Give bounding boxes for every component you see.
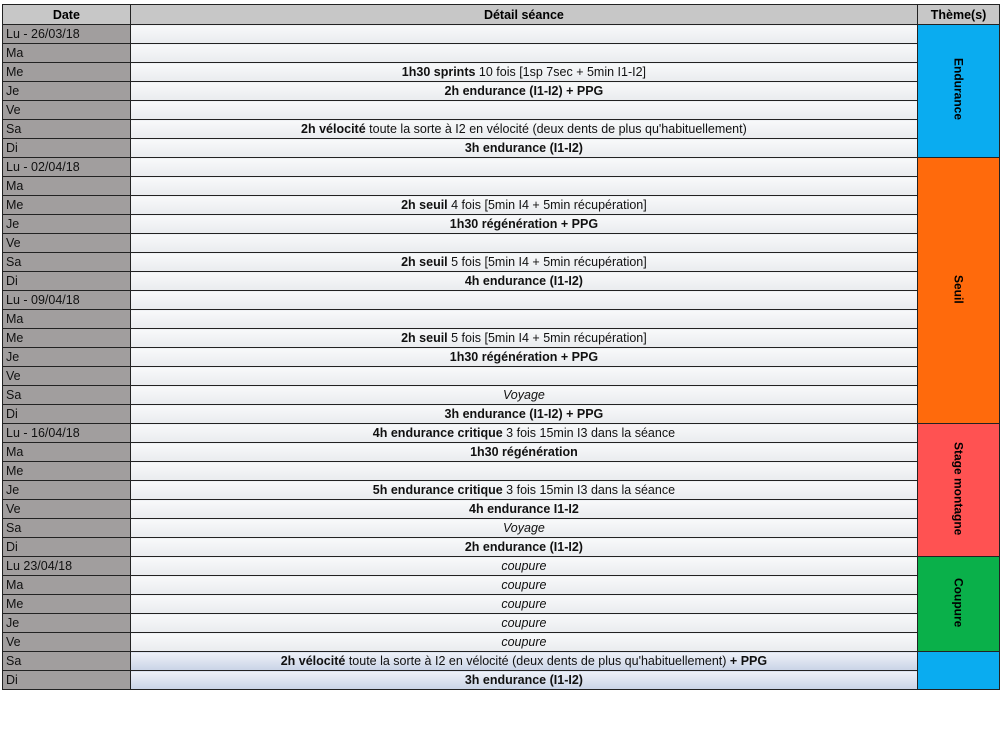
detail-cell[interactable]	[130, 101, 917, 120]
detail-text: coupure	[501, 616, 547, 630]
detail-text: 10 fois [1sp 7sec + 5min I1-I2]	[475, 65, 647, 79]
detail-cell[interactable]	[130, 234, 917, 253]
date-cell[interactable]: Di	[3, 538, 131, 557]
table-row	[3, 139, 1000, 158]
date-cell[interactable]: Ve	[3, 101, 131, 120]
detail-text: 4 fois [5min I4 + 5min récupération]	[447, 198, 647, 212]
detail-cell[interactable]	[130, 519, 917, 538]
detail-text: coupure	[501, 578, 547, 592]
date-cell[interactable]: Ma	[3, 310, 131, 329]
date-cell[interactable]: Di	[3, 671, 131, 690]
detail-cell[interactable]	[130, 481, 917, 500]
detail-cell[interactable]	[130, 44, 917, 63]
detail-cell[interactable]	[130, 196, 917, 215]
detail-cell[interactable]	[130, 595, 917, 614]
date-cell[interactable]: Me	[3, 63, 131, 82]
date-cell[interactable]: Sa	[3, 120, 131, 139]
detail-cell[interactable]	[130, 291, 917, 310]
detail-cell[interactable]	[130, 462, 917, 481]
date-cell[interactable]: Ve	[3, 234, 131, 253]
date-cell[interactable]: Je	[3, 481, 131, 500]
theme-label: Stage montagne	[951, 441, 966, 536]
table-row	[3, 25, 1000, 44]
detail-text: 2h seuil	[401, 331, 448, 345]
detail-cell[interactable]	[130, 310, 917, 329]
table-row	[3, 44, 1000, 63]
detail-cell[interactable]	[130, 348, 917, 367]
table-row	[3, 405, 1000, 424]
date-cell[interactable]: Me	[3, 196, 131, 215]
detail-text: coupure	[501, 559, 547, 573]
detail-text: Voyage	[502, 521, 545, 535]
detail-text: 4h endurance I1-I2	[469, 502, 579, 516]
detail-text: 2h seuil	[401, 255, 448, 269]
theme-label: Seuil	[951, 274, 966, 304]
detail-text: 2h vélocité	[280, 654, 346, 668]
date-cell[interactable]: Sa	[3, 253, 131, 272]
detail-cell[interactable]	[130, 272, 917, 291]
detail-cell[interactable]	[130, 405, 917, 424]
table-row	[3, 652, 1000, 671]
date-cell[interactable]: Di	[3, 139, 131, 158]
table-row	[3, 595, 1000, 614]
table-row	[3, 158, 1000, 177]
date-cell[interactable]: Me	[3, 329, 131, 348]
detail-cell[interactable]	[130, 329, 917, 348]
header-detail: Détail séance	[130, 5, 917, 25]
detail-text: 3 fois 15min I3 dans la séance	[502, 483, 676, 497]
theme-cell[interactable]	[918, 158, 1000, 424]
detail-text: 1h30 sprints	[401, 65, 476, 79]
detail-cell[interactable]	[130, 177, 917, 196]
table-row	[3, 462, 1000, 481]
date-cell[interactable]: Lu - 26/03/18	[3, 25, 131, 44]
theme-cell[interactable]	[918, 557, 1000, 652]
detail-cell[interactable]	[130, 633, 917, 652]
table-row	[3, 348, 1000, 367]
table-row	[3, 253, 1000, 272]
detail-cell[interactable]	[130, 424, 917, 443]
detail-text: coupure	[501, 635, 547, 649]
table-row	[3, 63, 1000, 82]
table-row	[3, 576, 1000, 595]
table-row	[3, 101, 1000, 120]
detail-text: coupure	[501, 597, 547, 611]
date-cell[interactable]: Ve	[3, 500, 131, 519]
detail-text: 1h30 régénération	[470, 445, 578, 459]
date-cell[interactable]: Ma	[3, 177, 131, 196]
detail-text: 3 fois 15min I3 dans la séance	[502, 426, 676, 440]
table-row	[3, 633, 1000, 652]
detail-text: 3h endurance (I1-I2) + PPG	[444, 407, 604, 421]
table-row	[3, 424, 1000, 443]
detail-cell[interactable]	[130, 25, 917, 44]
detail-text: 2h endurance (I1-I2)	[464, 540, 583, 554]
date-cell[interactable]: Lu - 09/04/18	[3, 291, 131, 310]
table-row	[3, 177, 1000, 196]
header-theme: Thème(s)	[918, 5, 1000, 25]
detail-text: 5 fois [5min I4 + 5min récupération]	[447, 331, 647, 345]
date-cell[interactable]: Je	[3, 82, 131, 101]
detail-text: toute la sorte à I2 en vélocité (deux dents de plus qu'habituellement)	[365, 122, 747, 136]
header-date: Date	[3, 5, 131, 25]
date-cell[interactable]: Ve	[3, 633, 131, 652]
detail-cell[interactable]	[130, 158, 917, 177]
detail-text: 5h endurance critique	[372, 483, 503, 497]
detail-cell[interactable]	[130, 652, 917, 671]
table-row	[3, 82, 1000, 101]
detail-cell[interactable]	[130, 538, 917, 557]
table-row	[3, 500, 1000, 519]
detail-text: 3h endurance (I1-I2)	[464, 141, 583, 155]
detail-text: 1h30 régénération + PPG	[449, 350, 599, 364]
detail-cell[interactable]	[130, 500, 917, 519]
detail-text: 2h seuil	[401, 198, 448, 212]
detail-text: + PPG	[729, 654, 768, 668]
date-cell[interactable]: Lu - 02/04/18	[3, 158, 131, 177]
theme-cell[interactable]	[918, 652, 1000, 690]
table-row	[3, 557, 1000, 576]
date-cell[interactable]: Je	[3, 614, 131, 633]
detail-cell[interactable]	[130, 367, 917, 386]
table-row	[3, 272, 1000, 291]
table-row	[3, 291, 1000, 310]
theme-cell[interactable]	[918, 25, 1000, 158]
detail-cell[interactable]	[130, 443, 917, 462]
date-cell[interactable]: Sa	[3, 519, 131, 538]
detail-cell[interactable]	[130, 671, 917, 690]
detail-cell[interactable]	[130, 576, 917, 595]
detail-text: 2h vélocité	[301, 122, 366, 136]
detail-text: 2h endurance (I1-I2) + PPG	[444, 84, 604, 98]
detail-cell[interactable]	[130, 63, 917, 82]
detail-text: toute la sorte à I2 en vélocité (deux dents de plus qu'habituellement)	[345, 654, 730, 668]
detail-text: 3h endurance (I1-I2)	[464, 673, 583, 687]
date-cell[interactable]: Di	[3, 272, 131, 291]
date-cell[interactable]: Lu 23/04/18	[3, 557, 131, 576]
detail-cell[interactable]	[130, 614, 917, 633]
date-cell[interactable]: Me	[3, 595, 131, 614]
detail-cell[interactable]	[130, 253, 917, 272]
table-row	[3, 234, 1000, 253]
training-rows	[3, 25, 1000, 690]
table-row	[3, 519, 1000, 538]
table-row	[3, 215, 1000, 234]
table-row	[3, 443, 1000, 462]
training-plan-table	[2, 4, 1000, 690]
date-cell[interactable]: Ve	[3, 367, 131, 386]
date-cell[interactable]: Sa	[3, 386, 131, 405]
table-row	[3, 386, 1000, 405]
detail-text: 4h endurance (I1-I2)	[464, 274, 583, 288]
detail-cell[interactable]	[130, 557, 917, 576]
date-cell[interactable]: Sa	[3, 652, 131, 671]
table-row	[3, 310, 1000, 329]
table-row	[3, 367, 1000, 386]
detail-text: Voyage	[502, 388, 545, 402]
detail-cell[interactable]	[130, 82, 917, 101]
table-row	[3, 614, 1000, 633]
table-row	[3, 538, 1000, 557]
detail-text: 5 fois [5min I4 + 5min récupération]	[447, 255, 647, 269]
table-row	[3, 120, 1000, 139]
detail-cell[interactable]	[130, 386, 917, 405]
date-cell[interactable]: Ma	[3, 576, 131, 595]
theme-cell[interactable]	[918, 424, 1000, 557]
date-cell[interactable]: Lu - 16/04/18	[3, 424, 131, 443]
table-row	[3, 196, 1000, 215]
theme-label: Coupure	[951, 577, 966, 628]
table-row	[3, 329, 1000, 348]
detail-text: 4h endurance critique	[372, 426, 503, 440]
table-row	[3, 671, 1000, 690]
theme-label: Endurance	[951, 58, 966, 121]
date-cell[interactable]: Di	[3, 405, 131, 424]
date-cell[interactable]: Me	[3, 462, 131, 481]
date-cell[interactable]: Ma	[3, 44, 131, 63]
date-cell[interactable]: Ma	[3, 443, 131, 462]
date-cell[interactable]: Je	[3, 215, 131, 234]
header-row	[3, 5, 1000, 25]
table-row	[3, 481, 1000, 500]
detail-cell[interactable]	[130, 120, 917, 139]
detail-cell[interactable]	[130, 215, 917, 234]
date-cell[interactable]: Je	[3, 348, 131, 367]
detail-text: 1h30 régénération + PPG	[449, 217, 599, 231]
detail-cell[interactable]	[130, 139, 917, 158]
